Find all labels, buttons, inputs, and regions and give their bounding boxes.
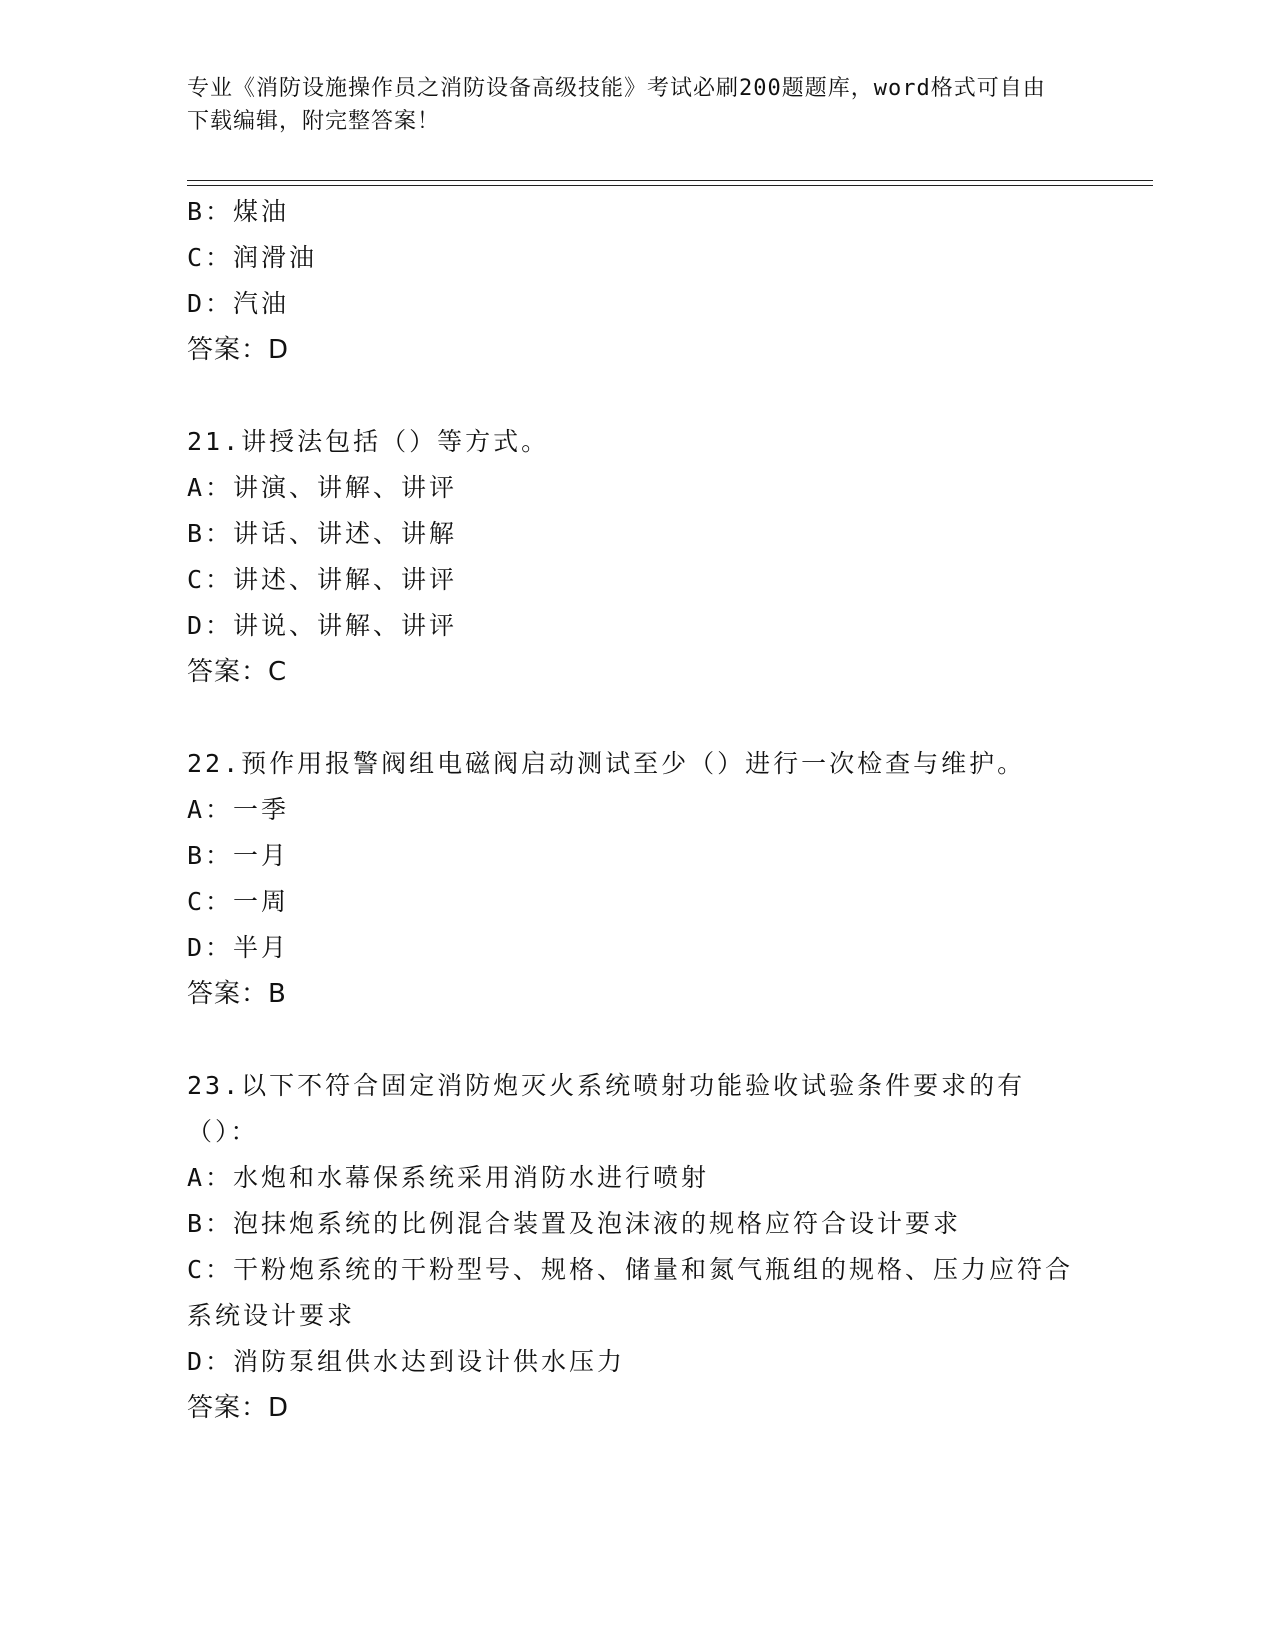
option-d: D：讲说、讲解、讲评 (187, 611, 458, 640)
option-c: C：一周 (187, 887, 290, 916)
answer: 答案：C (187, 657, 288, 687)
option-a: A：讲演、讲解、讲评 (187, 473, 458, 502)
question-text: 21.讲授法包括（）等方式。 (187, 427, 550, 456)
header-rule-top (187, 180, 1153, 181)
option-b: B：煤油 (187, 197, 290, 226)
spacer (187, 695, 1077, 741)
option-b: B：泡抹炮系统的比例混合装置及泡沫液的规格应符合设计要求 (187, 1209, 962, 1238)
document-body (187, 189, 1077, 1431)
option-c: C：干粉炮系统的干粉型号、规格、储量和氮气瓶组的规格、压力应符合系统设计要求 (187, 1255, 1074, 1330)
question-22 (187, 741, 1077, 1017)
option-d: D：汽油 (187, 289, 290, 318)
spacer (187, 1017, 1077, 1063)
answer: 答案：B (187, 979, 287, 1009)
option-d: D：半月 (187, 933, 290, 962)
header-rule-bottom (187, 185, 1153, 186)
question-23 (187, 1063, 1077, 1431)
question-text: 23.以下不符合固定消防炮灭火系统喷射功能验收试验条件要求的有（）： (187, 1071, 1026, 1146)
option-c: C：讲述、讲解、讲评 (187, 565, 458, 594)
question-continuation (187, 189, 1077, 373)
option-d: D：消防泵组供水达到设计供水压力 (187, 1347, 626, 1376)
answer: 答案：D (187, 1393, 290, 1423)
option-b: B：讲话、讲述、讲解 (187, 519, 458, 548)
option-a: A：水炮和水幕保系统采用消防水进行喷射 (187, 1163, 710, 1192)
option-a: A：一季 (187, 795, 290, 824)
document-header: 专业《消防设施操作员之消防设备高级技能》考试必刷200题题库，word格式可自由下载编辑，附完整答案！ (187, 76, 1046, 134)
question-text: 22.预作用报警阀组电磁阀启动测试至少（）进行一次检查与维护。 (187, 749, 1026, 778)
option-c: C：润滑油 (187, 243, 318, 272)
question-21 (187, 419, 1077, 695)
answer: 答案：D (187, 335, 290, 365)
spacer (187, 373, 1077, 419)
option-b: B：一月 (187, 841, 290, 870)
